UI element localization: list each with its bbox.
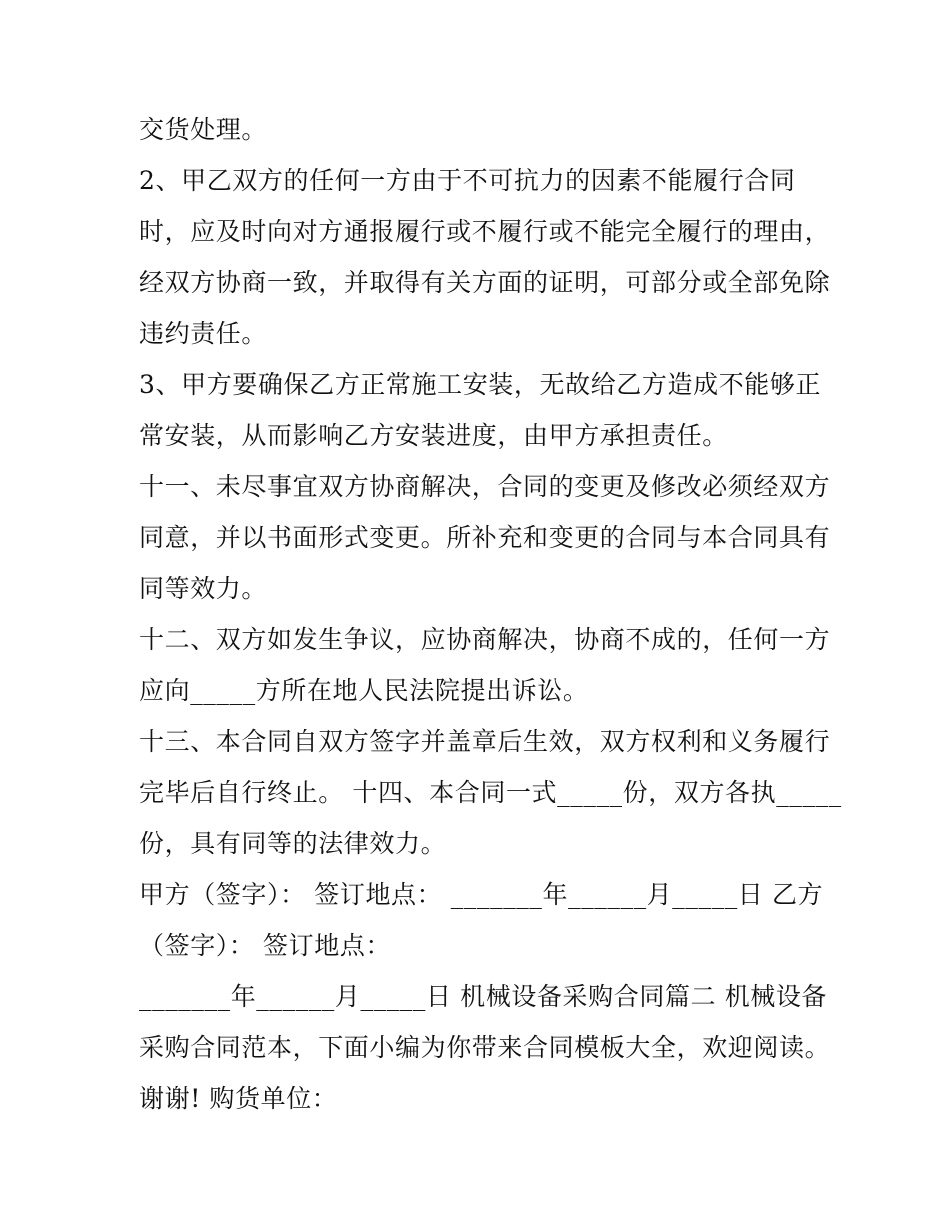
text-line: 时，应及时向对方通报履行或不履行或不能完全履行的理由， [139, 217, 831, 246]
text-line: 甲方（签字）： 签订地点： _______年______月_____日 乙方 [139, 880, 824, 909]
text-line: 份，具有同等的法律效力。 [139, 829, 447, 858]
text-line: 常安装，从而影响乙方安装进度，由甲方承担责任。 [139, 421, 728, 450]
text-line: _______年______月_____日 机械设备采购合同篇二 机械设备 [139, 982, 828, 1011]
text-line: 同意，并以书面形式变更。所补充和变更的合同与本合同具有 [139, 523, 831, 552]
text-line: 谢谢! 购货单位： [139, 1084, 338, 1113]
text-line: 十一、未尽事宜双方协商解决，合同的变更及修改必须经双方 [139, 472, 831, 501]
text-line: 违约责任。 [139, 319, 268, 348]
text-line: 同等效力。 [139, 574, 268, 603]
text-line: 2、甲乙双方的任何一方由于不可抗力的因素不能履行合同 [139, 166, 796, 195]
text-line: 十三、本合同自双方签字并盖章后生效，双方权利和义务履行 [139, 727, 831, 756]
text-line: 应向_____方所在地人民法院提出诉讼。 [139, 676, 589, 705]
text-line: 十二、双方如发生争议，应协商解决，协商不成的，任何一方 [139, 625, 831, 654]
text-line: （签字）： 签订地点： [139, 931, 392, 960]
text-line: 3、甲方要确保乙方正常施工安装，无故给乙方造成不能够正 [139, 370, 822, 399]
text-line: 采购合同范本，下面小编为你带来合同模板大全，欢迎阅读。 [139, 1033, 831, 1062]
text-line: 交货处理。 [139, 115, 268, 144]
text-line: 完毕后自行终止。 十四、本合同一式_____份，双方各执_____ [139, 778, 842, 807]
contract-text [139, 107, 842, 1127]
text-line: 经双方协商一致，并取得有关方面的证明，可部分或全部免除 [139, 268, 831, 297]
